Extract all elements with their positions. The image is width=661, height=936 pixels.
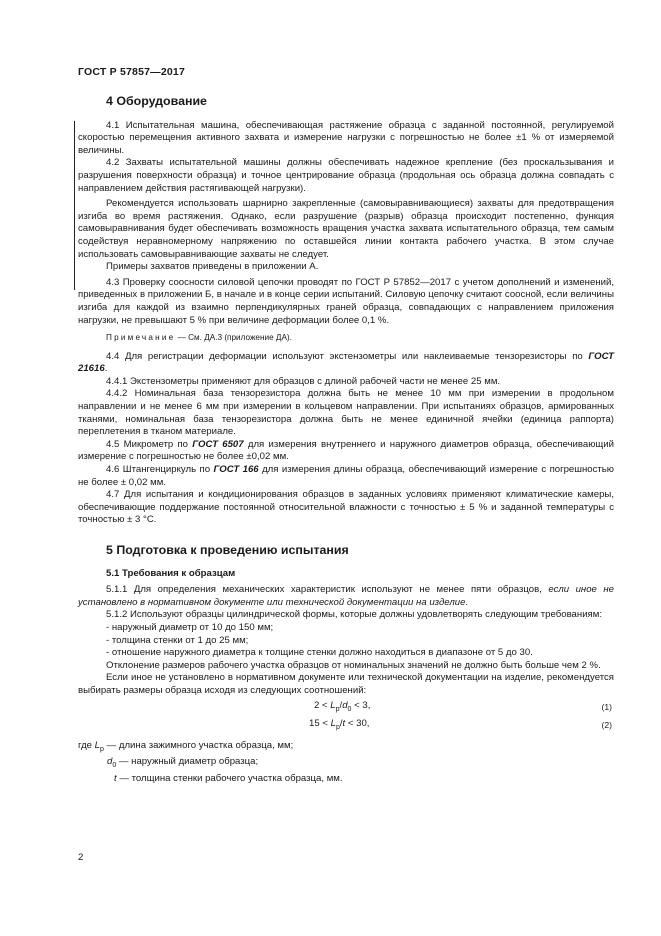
paragraph-5-1-1 <box>78 584 614 609</box>
standard-reference: ГОСТ 6507 <box>192 438 244 450</box>
requirement-item: - толщина стенки от 1 до 25 мм; <box>106 634 249 646</box>
change-marker-bar <box>74 121 75 290</box>
paragraph-4-5-text: 4.5 Микрометр по <box>106 438 193 450</box>
formula-1 <box>78 698 614 716</box>
document-header: ГОСТ Р 57857—2017 <box>78 66 186 78</box>
subsection-5-1-title: 5.1 Требования к образцам <box>106 567 236 579</box>
formula-2-number: (2) <box>601 719 612 730</box>
formula-1-expression: $2 < L_p/d_0 < 3$, <box>314 699 371 713</box>
formula-2 <box>78 716 614 734</box>
paragraph-4-4-1: 4.4.1 Экстензометры применяют для образцов с длиной рабочей части не менее 25 мм. <box>106 375 501 387</box>
note-label: Примечание <box>106 333 176 343</box>
formula-2-expression: $15 < L_p/t < 30$, <box>309 717 370 731</box>
paragraph-4-4 <box>78 351 614 376</box>
paragraph-4-2: 4.2 Захваты испытательной машины должны обеспечивать надежное крепление (без проскальзывания и разрушения поверхности образца) и точное центрирование образца (продольная ось образца должна совпадать с направлением действия растягивающей нагрузки). <box>78 157 614 194</box>
paragraph-4-6-text: 4.6 Штангенциркуль по <box>106 464 214 476</box>
note-text: — См. ДА.3 (приложение ДА). <box>175 333 292 343</box>
paragraph-4-3: 4.3 Проверку соосности силовой цепочки проводят по ГОСТ Р 57852—2017 с учетом дополнений и изменений, приведенных в приложении Б, в начале и в конце серии испытаний. Силовую цепочку считают соосной, если величины изгиба для каждой из взаимно перпендикулярных граней образца, совпадающих с направлением приложения нагрузки, не превышают 5 % при величине деформации более 0,1 %. <box>78 276 614 326</box>
paragraph-4-2-examples: Примеры захватов приведены в приложении А. <box>106 261 319 273</box>
page-content <box>78 95 614 785</box>
note <box>78 332 614 345</box>
standard-reference: ГОСТ 21616 <box>78 350 614 375</box>
paragraph-4-5-end: для измерения внутреннего и наружного диаметров образца, обеспечивающий измерение с погрешностью не более ±0,02 мм. <box>78 438 614 463</box>
paragraph-4-4-2: 4.4.2 Номинальная база тензорезистора должна быть не менее 10 мм при измерении в продольном направлении и не менее 6 мм при измерении в кольцевом направлении. При испытаниях образцов, армированных тканями, номинальная база тензорезистора должна быть не менее единичной ячейки (единица раппорта) переплетения в тканом материале. <box>78 388 614 438</box>
section-5-title: 5 Подготовка к проведению испытания <box>106 543 349 557</box>
paragraph-4-5 <box>78 439 614 464</box>
paragraph-5-1-1-text: 5.1.1 Для определения механических характеристик используют не менее пяти образцов, <box>106 584 549 596</box>
paragraph-4-6-end: для измерения длины образца, обеспечивающий измерение с погрешностью не более ± 0,02 мм. <box>78 464 614 488</box>
page-number: 2 <box>78 852 84 863</box>
paragraph-recommendation: Если иное не установлено в нормативном документе или технической документации на изделие, рекомендуется выбирать размеры образца исходя из следующих соотношений: <box>78 672 614 696</box>
paragraph-5-1-2: 5.1.2 Используют образцы цилиндрической формы, которые должны удовлетворять следующим требованиям: <box>106 609 603 621</box>
requirement-item: - наружный диаметр от 10 до 150 мм; <box>106 621 274 633</box>
paragraph-4-4-end: . <box>104 363 108 375</box>
paragraph-4-6 <box>78 464 614 489</box>
paragraph-5-1-1-end: . <box>465 596 469 608</box>
where-clause-thickness: t — толщина стенки рабочего участка образца, мм. <box>114 772 343 784</box>
paragraph-4-2-recommendation: Рекомендуется использовать шарнирно закрепленные (самовыравнивающиеся) захваты для предотвращения изгиба во время растяжения. Однако, если разрушение (разрыв) образца происходит постепенно, функция самовыравнивания будет обеспечивать возможность вращения участка захвата испытательного образца, тем самым содействуя неравномерному напряжению по оставшейся линии контакта рабочего участка. В этом случае использовать самовыравнивающие захваты не следует. <box>78 198 614 260</box>
paragraph-4-4-text: 4.4 Для регистрации деформации используют экстензометры или наклеиваемые тензорезисторы по <box>106 350 589 362</box>
paragraph-4-7: 4.7 Для испытания и кондиционирования образцов в заданных условиях применяют климатические камеры, обеспечивающие поддержание постоянной относительной влажности с точностью ± 5 % и заданной температуры с точностью ± 3 °С. <box>78 489 614 526</box>
requirement-item: - отношение наружного диаметра к толщине стенки должно находиться в диапазоне от 5 до 30. <box>106 647 533 659</box>
formula-1-number: (1) <box>601 701 612 712</box>
paragraph-deviation: Отклонение размеров рабочего участка образцов от номинальных значений не должно быть больше чем 2 %. <box>106 659 601 671</box>
paragraph-5-1-1-italic: если иное не установлено в нормативном документе или технической документации на изделие <box>78 584 614 608</box>
paragraph-4-1: 4.1 Испытательная машина, обеспечивающая растяжение образца с заданной постоянной, регулируемой скоростью перемещения активного захвата и измерение нагрузки с погрешностью не более ±1 % от измеряемой величины. <box>78 119 614 156</box>
where-clause-length: где $L_p$ — длина зажимного участка образца, мм; <box>78 739 294 753</box>
where-clause-diameter: $d_0$ — наружный диаметр образца; <box>107 756 259 769</box>
section-4-title: 4 Оборудование <box>106 94 207 108</box>
standard-reference: ГОСТ 166 <box>213 464 259 476</box>
